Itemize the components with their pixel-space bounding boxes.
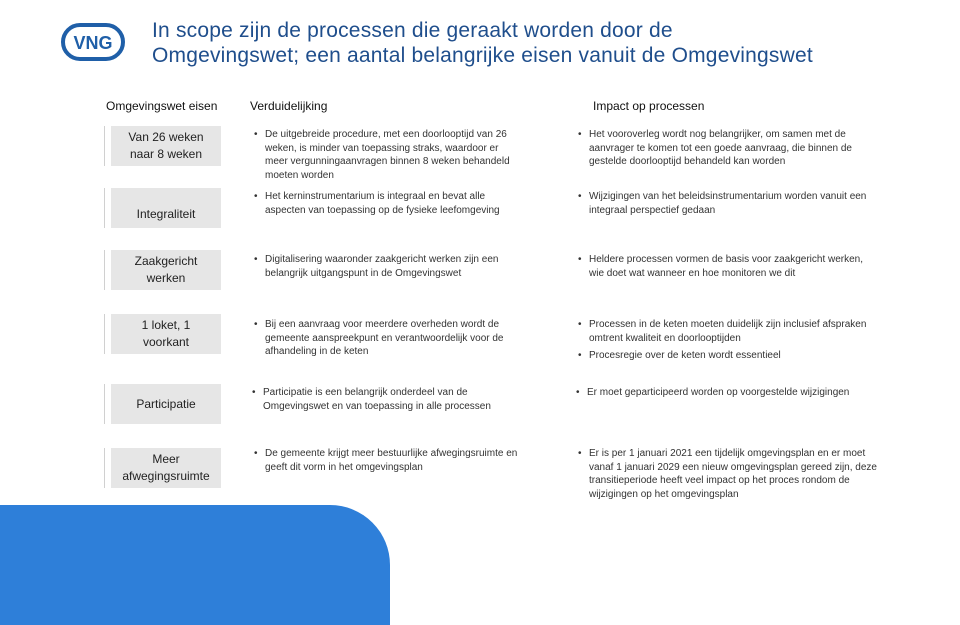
logo-text: VNG [73,33,113,53]
row-label-afwegingsruimte: Meer afwegingsruimte [105,448,221,488]
explanation-doorlooptijd: • De uitgebreide procedure, met een doorlooptijd van 26 weken, is minder van toepassing straks, waardoor er meer vergunningaanvragen binnen 8 weken behandeld moeten worden [252,128,575,182]
row-label-loket: 1 loket, 1 voorkant [105,314,221,354]
title-line-2: Omgevingswet; een aantal belangrijke eisen vanuit de Omgevingswet [152,44,813,67]
impact-doorlooptijd: • Het vooroverleg wordt nog belangrijker, om samen met de aanvrager te komen tot een goede aanvraag, die binnen de gestelde doorlooptijd behandeld kan worden [576,128,934,169]
explanation-integraliteit: • Het kerninstrumentarium is integraal en bevat alle aspecten van toepassing op de fysieke leefomgeving [252,190,575,217]
impact-participatie: • Er moet geparticipeerd worden op voorgestelde wijzigingen [574,386,932,400]
row-label-participatie: Participatie [105,384,221,424]
row-label-integraliteit: Integraliteit [105,188,221,228]
impact-zaakgericht: • Heldere processen vormen de basis voor zaakgericht werken, wie doet wat wanneer en hoe monitoren we dit [576,253,934,280]
header-verduidelijking: Verduidelijking [250,99,328,113]
row-label-zaakgericht: Zaakgericht werken [105,250,221,290]
decorative-blue-shape [0,505,390,625]
header-eisen: Omgevingswet eisen [106,99,218,113]
impact-loket-keten: • Processen in de keten moeten duidelijk zijn inclusief afspraken omtrent kwaliteit en doorlooptijden [576,318,934,345]
row-label-doorlooptijd: Van 26 weken naar 8 weken [105,126,221,166]
impact-loket-procesregie: • Procesregie over de keten wordt essentieel [576,349,934,363]
impact-afwegingsruimte: • Er is per 1 januari 2021 een tijdelijk omgevingsplan en er moet vanaf 1 januari 2029 een nieuw omgevingsplan gereed zijn, deze transitieperiode heeft veel impact op het proces rondom de wijzigingen op het omgevingsplan [576,447,934,501]
impact-integraliteit: • Wijzigingen van het beleidsinstrumentarium worden vanuit een integraal perspectief gedaan [576,190,934,217]
explanation-zaakgericht: • Digitalisering waaronder zaakgericht werken zijn een belangrijk uitgangspunt in de Omgevingswet [252,253,575,280]
header-impact: Impact op processen [593,99,705,113]
explanation-afwegingsruimte: • De gemeente krijgt meer bestuurlijke afwegingsruimte en geeft dit vorm in het omgevingsplan [252,447,575,474]
explanation-participatie: • Participatie is een belangrijk onderdeel van de Omgevingswet en van toepassing in alle processen [250,386,573,413]
page-title [152,18,952,68]
title-line-1: In scope zijn de processen die geraakt worden door de [152,19,673,42]
explanation-loket: • Bij een aanvraag voor meerdere overheden wordt de gemeente aanspreekpunt en verantwoordelijk voor de afhandeling in de keten [252,318,575,359]
vng-logo [60,22,126,62]
